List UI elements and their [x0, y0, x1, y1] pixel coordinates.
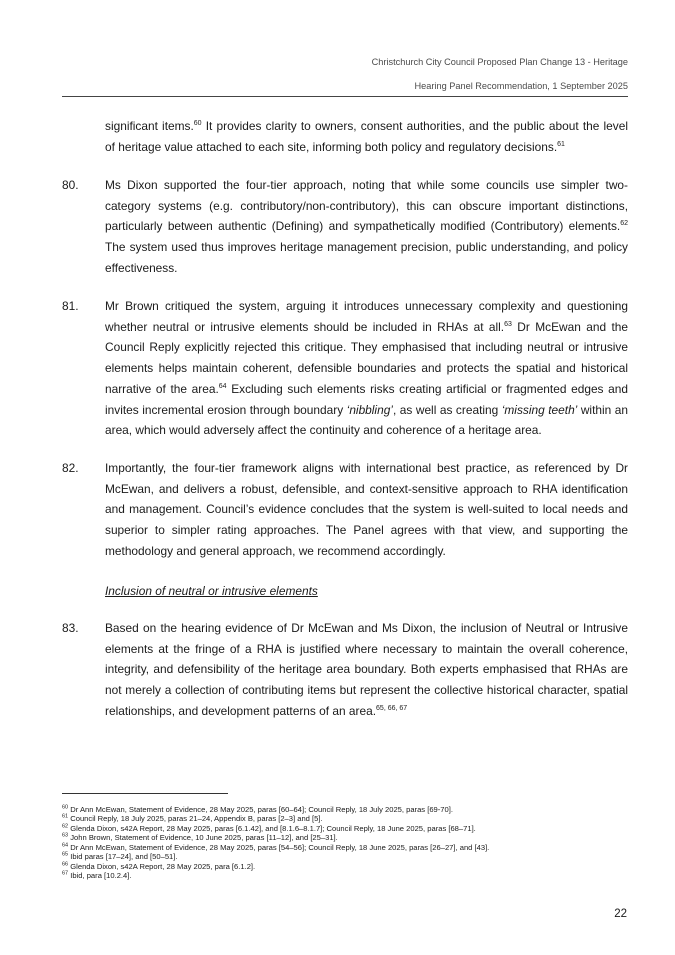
- paragraph-text: Excluding such elements risks creating artificial or fragmented edges and invites incremental erosion through boundary: [105, 381, 628, 417]
- footnote-text: Dr Ann McEwan, Statement of Evidence, 28 May 2025, paras [60–64]; Council Reply, 18 July 2025, paras [69-70].: [70, 805, 453, 814]
- paragraph-81: [105, 296, 628, 441]
- paragraph-text: , as well as creating: [392, 402, 502, 417]
- paragraph-number-80: 80.: [62, 178, 79, 192]
- paragraph-text: It provides clarity to owners, consent authorities, and the public about the level of heritage value attached to each site, informing both policy and regulatory decisions.: [105, 119, 628, 154]
- footnote-reference[interactable]: 64: [218, 382, 227, 390]
- paragraph-number-81: 81.: [62, 299, 79, 313]
- footnote-reference[interactable]: 62: [620, 220, 628, 228]
- paragraph-text: The system used thus improves heritage management precision, public understanding, and policy effectiveness.: [105, 240, 628, 275]
- italic-term: ‘nibbling’: [346, 402, 393, 417]
- paragraph-text: Ms Dixon supported the four-tier approach, noting that while some councils use simpler two-category systems (e.g. contributory/non-contributory), this can obscure important distinctions, particularly between authentic (Defining) and sympathetically modified (Contributory) elements.: [105, 178, 628, 234]
- header-document-subtitle: Hearing Panel Recommendation, 1 September 2025: [414, 81, 628, 91]
- italic-term: ‘missing teeth’: [501, 402, 578, 417]
- footnote: [62, 814, 642, 823]
- footnote-number: 60: [62, 804, 69, 811]
- footnote-divider: [62, 793, 228, 794]
- paragraph-80: [105, 175, 628, 279]
- paragraph-continuation: [105, 116, 628, 157]
- page-number: 22: [614, 908, 627, 920]
- footnote-number: 65: [62, 851, 69, 858]
- footnote: [62, 833, 642, 842]
- section-heading: Inclusion of neutral or intrusive elements: [105, 584, 318, 598]
- footnote-text: Ibid paras [17–24], and [50–51].: [70, 852, 178, 862]
- footnote-number: 67: [62, 870, 69, 877]
- paragraph-number-82: 82.: [62, 461, 79, 475]
- paragraph-text: Based on the hearing evidence of Dr McEwan and Ms Dixon, the inclusion of Neutral or Intrusive elements at the fringe of a RHA is justified where necessary to maintain the overall coherence, integrity, and defensibility of the heritage area boundary. Both experts emphasised that RHAs are not merely a collection of contributing items but represent the collective historical character, spatial relationships, and development patterns of an area.: [105, 621, 628, 718]
- footnote-text: John Brown, Statement of Evidence, 10 June 2025, paras [11–12], and [25–31].: [70, 833, 338, 843]
- footnote-text: Glenda Dixon, s42A Report, 28 May 2025, para [6.1.2].: [70, 861, 256, 871]
- footnote-reference[interactable]: 65, 66, 67: [376, 704, 408, 712]
- footnote-text: Glenda Dixon, s42A Report, 28 May 2025, paras [6.1.42], and [8.1.6–8.1.7]; Council Reply, 18 June 2025, paras [68–71].: [70, 823, 476, 833]
- paragraph-text: significant items.: [105, 119, 194, 133]
- header-divider: [62, 96, 628, 97]
- footnote-number: 63: [62, 832, 69, 839]
- paragraph-text: within an area, which would adversely affect the continuity and coherence of a heritage area.: [105, 402, 628, 438]
- paragraph-82: Importantly, the four-tier framework aligns with international best practice, as referenced by Dr McEwan, and delivers a robust, defensible, and context-sensitive approach to RHA identification and management. Council’s evidence concludes that the system is well-suited to local needs and superior to simpler rating approaches. The Panel agrees with that view, and supporting the methodology and general approach, we recommend accordingly.: [105, 461, 628, 558]
- footnote-number: 66: [62, 861, 69, 868]
- footnote: [62, 871, 642, 880]
- paragraph-number-83: 83.: [62, 621, 79, 635]
- paragraph-text: Mr Brown critiqued the system, arguing it introduces unnecessary complexity and questioning whether neutral or intrusive elements should be included in RHAs at all.: [105, 299, 628, 334]
- paragraph-text: Dr McEwan and the Council Reply explicitly rejected this critique. They emphasised that including neutral or intrusive elements helps maintain coherent, defensible boundaries and protects the spatial and historical narrative of the area.: [105, 319, 629, 396]
- footnote-text: Ibid, para [10.2.4].: [70, 871, 132, 881]
- paragraph-83: [105, 618, 628, 722]
- footnote: [62, 852, 642, 861]
- footnote: [62, 824, 642, 833]
- header-document-title: Christchurch City Council Proposed Plan Change 13 - Heritage: [371, 57, 628, 67]
- footnote-reference[interactable]: 61: [557, 140, 565, 148]
- footnote-reference[interactable]: 60: [193, 120, 202, 128]
- footnote-text: Dr Ann McEwan, Statement of Evidence, 28 May 2025, paras [54–56]; Council Reply, 18 June 2025, paras [26–27], and [43].: [70, 842, 490, 852]
- footnote-number: 61: [62, 813, 69, 820]
- footnote: [62, 843, 642, 852]
- footnote: [62, 862, 642, 871]
- footnote-reference[interactable]: 63: [504, 320, 512, 328]
- footnote-text: Council Reply, 18 July 2025, paras 21–24, Appendix B, paras [2–3] and [5].: [70, 814, 323, 824]
- footnote-number: 62: [62, 823, 69, 830]
- footnotes: [62, 805, 642, 881]
- footnote-number: 64: [62, 842, 69, 849]
